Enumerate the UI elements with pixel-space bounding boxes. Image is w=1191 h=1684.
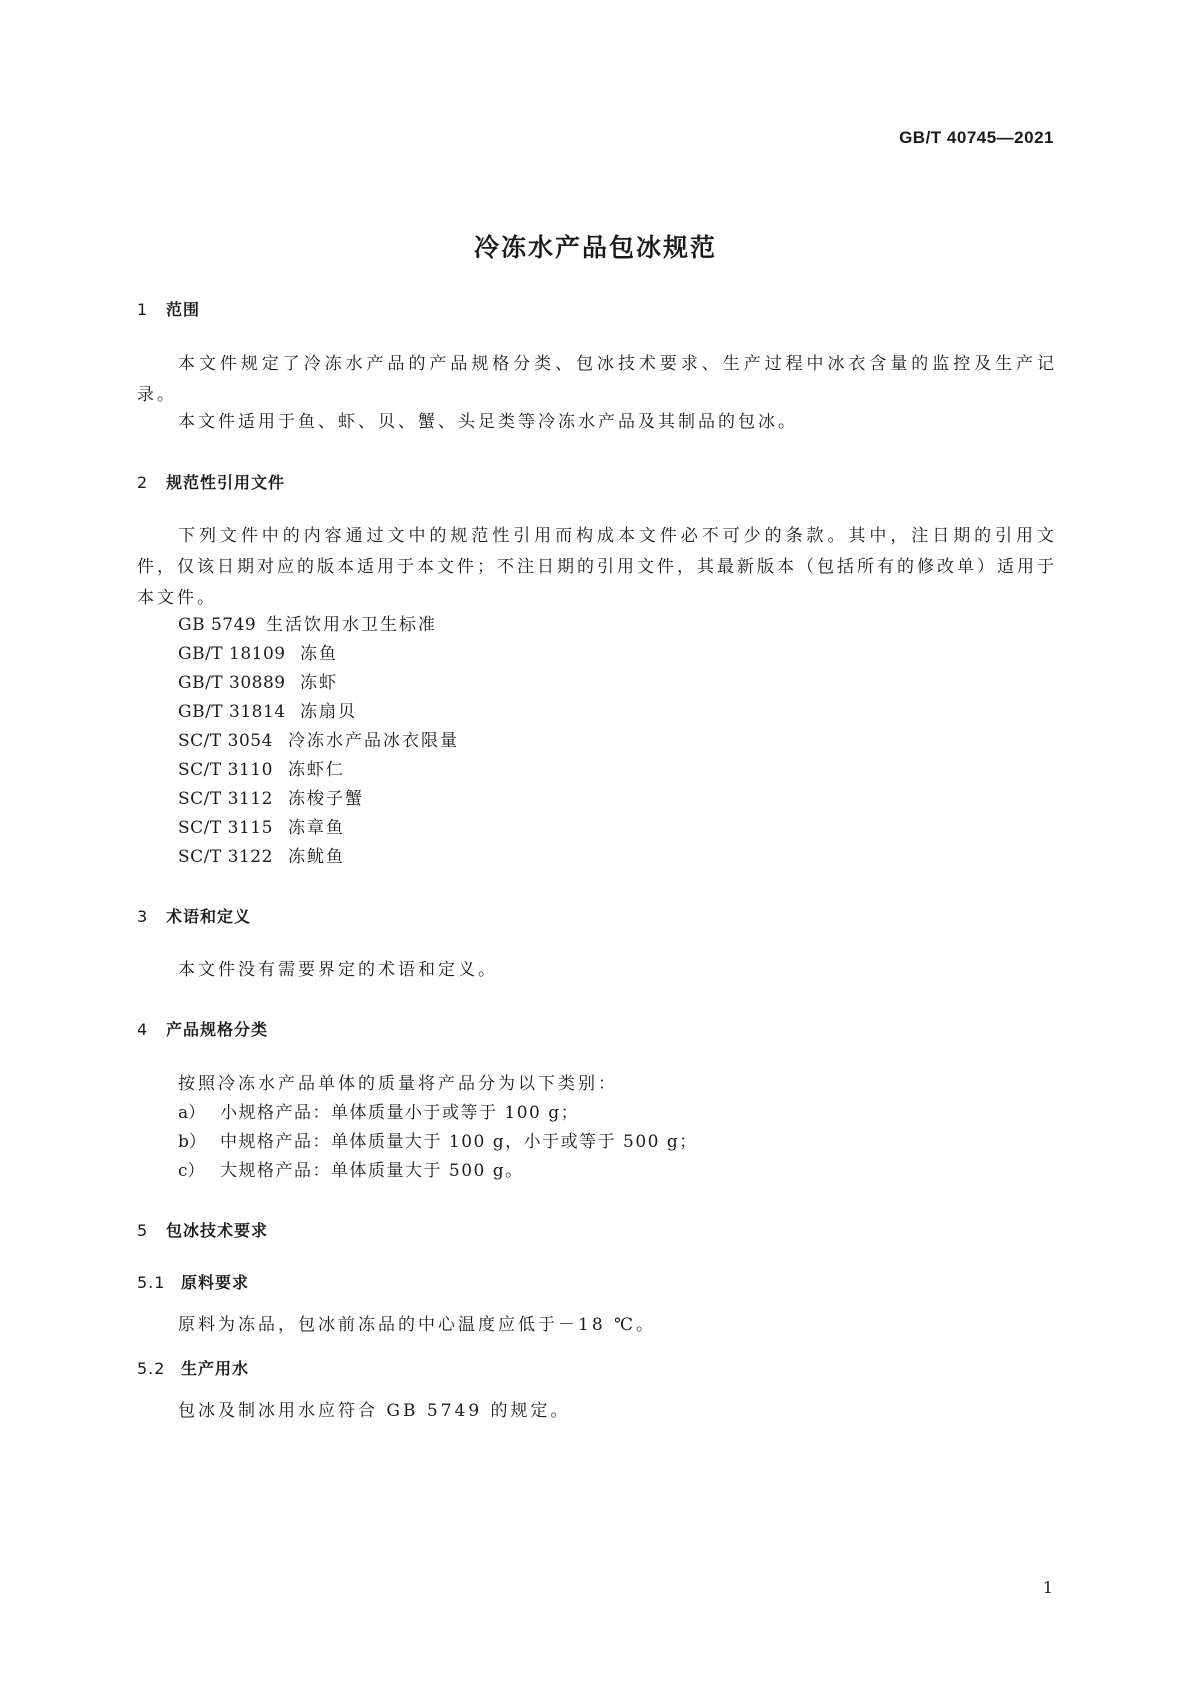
subsection-5-1-heading — [137, 1270, 249, 1293]
subsection-5-2-heading — [137, 1356, 249, 1379]
subsection-number: 5.2 — [137, 1359, 166, 1378]
reference-title: 冷冻水产品冰衣限量 — [288, 731, 459, 751]
reference-code: GB/T 18109 — [178, 644, 286, 664]
reference-code: SC/T 3122 — [178, 847, 273, 867]
section-number: 5 — [137, 1221, 149, 1240]
reference-code: GB/T 31814 — [178, 702, 286, 722]
reference-code: SC/T 3115 — [178, 818, 273, 838]
paragraph: 包冰及制冰用水应符合 GB 5749 的规定。 — [178, 1401, 571, 1421]
reference-item — [178, 610, 437, 641]
list-marker: a） — [178, 1103, 206, 1123]
subsection-title: 原料要求 — [181, 1273, 250, 1292]
list-text: 大规格产品：单体质量大于 500 g。 — [220, 1161, 524, 1181]
section-title: 产品规格分类 — [166, 1020, 269, 1039]
section-4-heading — [137, 1017, 268, 1040]
section-title: 术语和定义 — [166, 907, 252, 926]
section-number: 2 — [137, 473, 149, 492]
paragraph: 本文件适用于鱼、虾、贝、蟹、头足类等冷冻水产品及其制品的包冰。 — [178, 412, 798, 432]
list-item — [178, 1098, 579, 1129]
list-marker: b） — [178, 1132, 206, 1152]
reference-item — [178, 755, 345, 786]
reference-title: 冻鱿鱼 — [288, 847, 345, 867]
list-text: 小规格产品：单体质量小于或等于 100 g； — [220, 1103, 580, 1123]
document-title: 冷冻水产品包冰规范 — [473, 233, 717, 262]
reference-item — [178, 842, 345, 873]
paragraph: 本文件没有需要界定的术语和定义。 — [178, 960, 498, 980]
reference-title: 冻鱼 — [300, 644, 338, 664]
subsection-number: 5.1 — [137, 1273, 166, 1292]
reference-item — [178, 813, 345, 844]
reference-item — [178, 668, 338, 699]
reference-title: 冻梭子蟹 — [288, 789, 364, 809]
reference-code: SC/T 3054 — [178, 731, 273, 751]
section-number: 1 — [137, 300, 149, 319]
paragraph: 原料为冻品，包冰前冻品的中心温度应低于－18 ℃。 — [178, 1315, 657, 1335]
reference-title: 冻虾 — [300, 673, 338, 693]
reference-code: SC/T 3110 — [178, 760, 273, 780]
section-5-heading — [137, 1218, 268, 1241]
list-item — [178, 1127, 698, 1158]
reference-code: GB/T 30889 — [178, 673, 286, 693]
paragraph: 按照冷冻水产品单体的质量将产品分为以下类别： — [178, 1074, 618, 1094]
section-2-heading — [137, 470, 285, 493]
page-number: 1 — [1042, 1578, 1053, 1597]
reference-title: 生活饮用水卫生标准 — [266, 615, 437, 635]
section-1-heading — [137, 297, 200, 320]
reference-item — [178, 697, 357, 728]
paragraph: 下列文件中的内容通过文中的规范性引用而构成本文件必不可少的条款。其中，注日期的引用文件，仅该日期对应的版本适用于本文件；不注日期的引用文件，其最新版本（包括所有的修改单）适用于本文件。 — [137, 526, 1057, 608]
section-3-heading — [137, 904, 251, 927]
section-number: 4 — [137, 1020, 149, 1039]
section-number: 3 — [137, 907, 149, 926]
list-item — [178, 1156, 524, 1187]
reference-item — [178, 784, 364, 815]
reference-item — [178, 639, 338, 670]
reference-item — [178, 726, 459, 757]
list-marker: c） — [178, 1161, 205, 1181]
reference-code: GB 5749 — [178, 615, 257, 635]
section-title: 包冰技术要求 — [166, 1221, 269, 1240]
reference-title: 冻虾仁 — [288, 760, 345, 780]
section-title: 规范性引用文件 — [166, 473, 286, 492]
section-title: 范围 — [166, 300, 201, 319]
reference-title: 冻章鱼 — [288, 818, 345, 838]
standard-number: GB/T 40745—2021 — [899, 128, 1054, 147]
list-text: 中规格产品：单体质量大于 100 g，小于或等于 500 g； — [220, 1132, 698, 1152]
reference-title: 冻扇贝 — [300, 702, 357, 722]
paragraph: 本文件规定了冷冻水产品的产品规格分类、包冰技术要求、生产过程中冰衣含量的监控及生产记录。 — [137, 354, 1057, 405]
reference-code: SC/T 3112 — [178, 789, 273, 809]
subsection-title: 生产用水 — [181, 1359, 250, 1378]
